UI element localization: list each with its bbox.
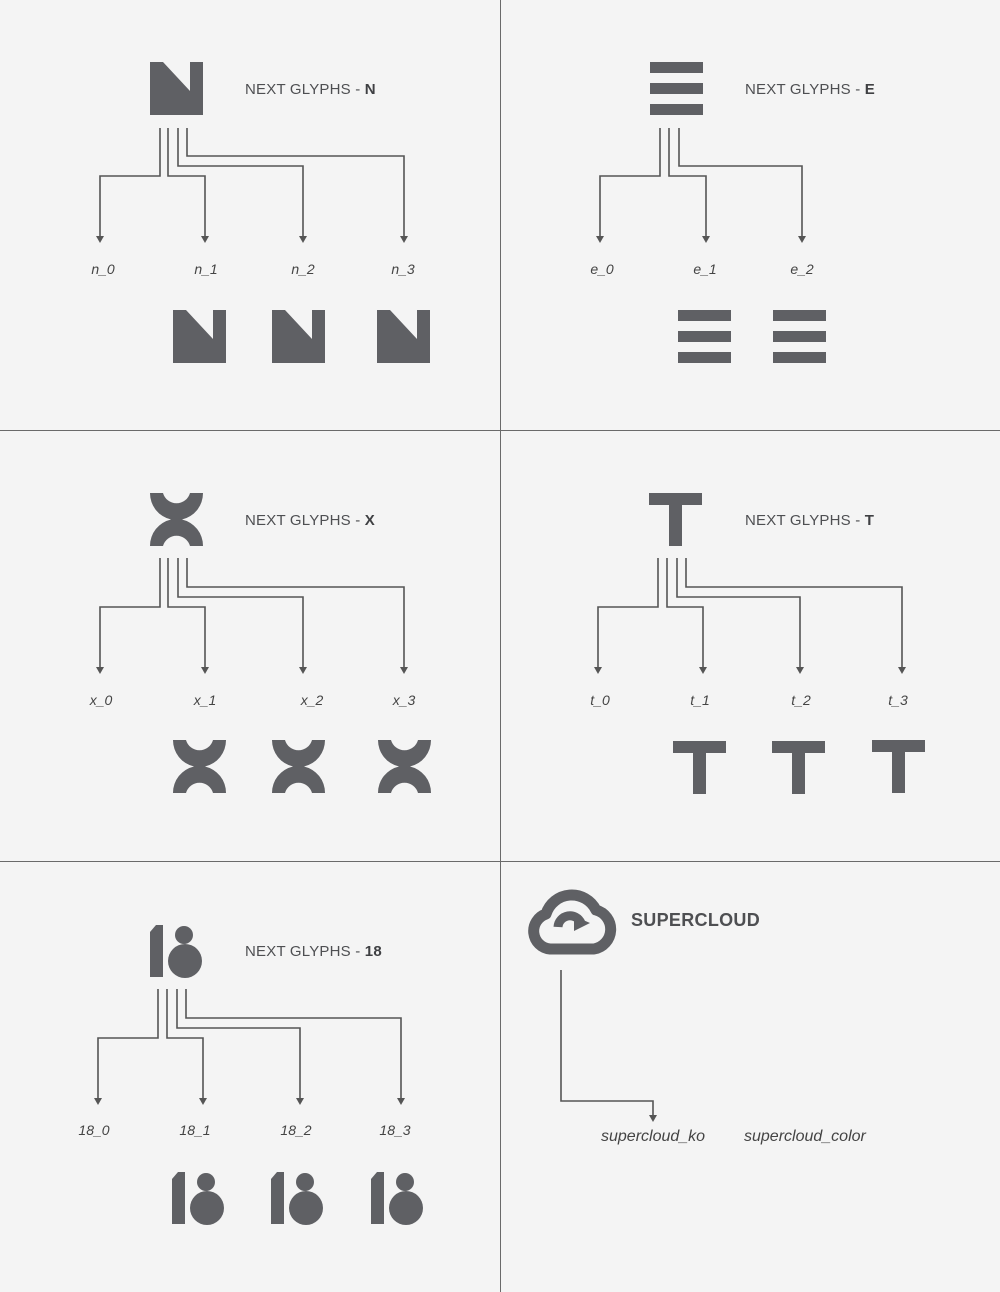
variant-label-18-1: 18_1 xyxy=(179,1122,211,1138)
variant-label-x2: x_2 xyxy=(300,692,324,708)
supercloud-title: SUPERCLOUD xyxy=(631,910,761,930)
panel-title-18: NEXT GLYPHS - 18 xyxy=(245,943,382,960)
panel-title-n: NEXT GLYPHS - N xyxy=(245,81,376,98)
variant-label-n0: n_0 xyxy=(91,261,115,277)
panel-title-t: NEXT GLYPHS - T xyxy=(745,512,875,529)
variant-label-x1: x_1 xyxy=(193,692,217,708)
panel-title-e: NEXT GLYPHS - E xyxy=(745,81,875,98)
variant-label-n1: n_1 xyxy=(194,261,218,277)
variant-label-n3: n_3 xyxy=(391,261,415,277)
variant-label-x0: x_0 xyxy=(89,692,113,708)
variant-label-t3: t_3 xyxy=(888,692,908,708)
variant-label-18-2: 18_2 xyxy=(280,1122,312,1138)
variant-label-supercloud-color: supercloud_color xyxy=(744,1128,866,1145)
variant-label-t0: t_0 xyxy=(590,692,610,708)
variant-label-n2: n_2 xyxy=(291,261,315,277)
variant-label-e2: e_2 xyxy=(790,261,814,277)
variant-label-t1: t_1 xyxy=(690,692,710,708)
variant-label-t2: t_2 xyxy=(791,692,811,708)
variant-label-supercloud-ko: supercloud_ko xyxy=(601,1128,706,1145)
variant-label-e0: e_0 xyxy=(590,261,614,277)
variant-label-x3: x_3 xyxy=(392,692,416,708)
variant-label-e1: e_1 xyxy=(693,261,717,277)
variant-label-18-3: 18_3 xyxy=(379,1122,411,1138)
panel-title-x: NEXT GLYPHS - X xyxy=(245,512,375,529)
variant-label-18-0: 18_0 xyxy=(78,1122,110,1138)
